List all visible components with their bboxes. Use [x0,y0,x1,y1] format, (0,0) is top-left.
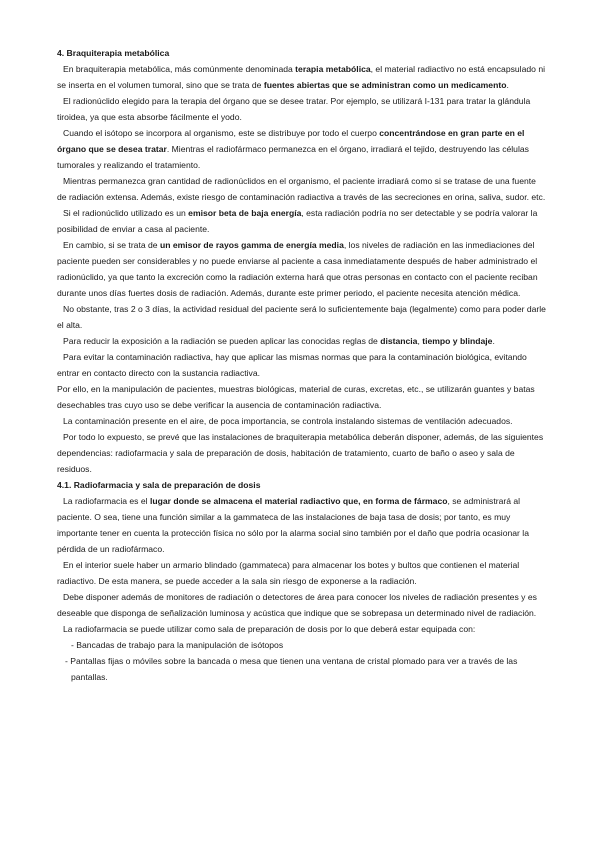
text-run: , esta radiación podría no ser detectable y se podría valorar la posibilidad de enviar a casa al paciente. [57,208,538,234]
paragraph [57,333,547,349]
list-item: - Pantallas fijas o móviles sobre la bancada o mesa que tienen una ventana de cristal plomado para ver a través de las pantallas. [65,656,518,682]
emphasis: distancia [380,336,418,346]
paragraph [57,237,547,301]
emphasis: concentrándose en gran parte en el órgano que se desea tratar [57,128,525,154]
emphasis: fuentes abiertas que se administran como un medicamento [263,80,507,90]
emphasis: terapia metabólica [295,64,371,74]
text-run: Para reducir la exposición a la radiación se pueden aplicar las conocidas reglas de [63,336,381,346]
text-run: , los niveles de radiación en las inmediaciones del paciente pueden ser considerables y no puede enviarse al paciente a casa inmediatamente después de haber administrado el radionúclido, ya que tanto la excreción como la radiación externa hará que otras personas en contacto con el paciente reciban durante unos días fuertes dosis de radiación. Además, durante este primer periodo, el paciente necesita atención médica. [57,240,538,298]
paragraph: No obstante, tras 2 o 3 días, la actividad residual del paciente será lo suficientemente baja (legalmente) como para poder darle el alta. [57,304,546,330]
paragraph [57,205,547,237]
text-run: . Mientras el radiofármaco permanezca en el órgano, irradiará el tejido, destruyendo las células tumorales y realizando el tratamiento. [57,144,529,170]
subsection-heading: 4.1. Radiofarmacia y sala de preparación de dosis [57,480,261,490]
text-run: Cuando el isótopo se incorpora al organismo, este se distribuye por todo el cuerpo [63,128,380,138]
paragraph: El radionúclido elegido para la terapia del órgano que se desee tratar. Por ejemplo, se utilizará I-131 para tratar la glándula tiroidea, ya que esta absorbe fácilmente el yodo. [57,96,531,122]
paragraph: La radiofarmacia se puede utilizar como sala de preparación de dosis por lo que deberá estar equipada con: [63,624,476,634]
paragraph-intro [57,61,547,93]
text-run: , [417,336,423,346]
paragraph: La contaminación presente en el aire, de poca importancia, se controla instalando sistemas de ventilación adecuados. [63,416,513,426]
paragraph: Debe disponer además de monitores de radiación o detectores de área para conocer los niveles de radiación presentes y es deseable que disponga de señalización luminosa y acústica que indique que se sobrepasa un determinado nivel de radiación. [57,592,537,618]
text-run: La radiofarmacia es el [63,496,150,506]
paragraph [57,125,547,173]
text-run: En cambio, si se trata de [63,240,160,250]
text-run: , el material radiactivo no está encapsulado ni se inserta en el volumen tumoral, sino que se trata de [57,64,546,90]
emphasis: lugar donde se almacena el material radiactivo que, en forma de fármaco [149,496,448,506]
list-item: - Bancadas de trabajo para la manipulación de isótopos [71,640,284,650]
text-run: . [492,336,495,346]
emphasis: emisor beta de baja energía [188,208,302,218]
section-heading: 4. Braquiterapia metabólica [57,48,170,58]
paragraph: Por ello, en la manipulación de pacientes, muestras biológicas, material de curas, excretas, etc., se utilizarán guantes y batas desechables tras cuyo uso se debe verificar la ausencia de contaminación radiactiva. [57,384,535,410]
document-body [57,45,547,685]
emphasis: tiempo y blindaje [422,336,493,346]
paragraph: Para evitar la contaminación radiactiva, hay que aplicar las mismas normas que para la contaminación biológica, evitando entrar en contacto directo con la sustancia radiactiva. [57,352,527,378]
text-run: . [506,80,509,90]
text-run: , se administrará al paciente. O sea, tiene una función similar a la gammateca de las instalaciones de baja tasa de dosis; por tanto, es muy importante tener en cuenta la protección física no sólo por la alarma social sino también por el daño que podría ocasionar la pérdida de un radiofármaco. [57,496,529,554]
text-run: En braquiterapia metabólica, más comúnmente denominada [63,64,296,74]
text-run: Si el radionúclido utilizado es un [63,208,189,218]
paragraph: En el interior suele haber un armario blindado (gammateca) para almacenar los botes y bultos que contienen el material radiactivo. De esta manera, se puede acceder a la sala sin riesgo de exponerse a la radiación. [57,560,520,586]
paragraph [57,493,547,557]
emphasis: un emisor de rayos gamma de energía media [159,240,344,250]
paragraph: Por todo lo expuesto, se prevé que las instalaciones de braquiterapia metabólica deberán disponer, además, de las siguientes dependencias: radiofarmacia y sala de preparación de dosis, habitación de tratamiento, cuarto de baño o aseo y sala de residuos. [57,432,544,474]
paragraph: Mientras permanezca gran cantidad de radionúclidos en el organismo, el paciente irradiará como si se tratase de una fuente de radiación extensa. Además, existe riesgo de contaminación radiactiva a través de las secreciones en orina, saliva, sudor. etc. [57,176,546,202]
